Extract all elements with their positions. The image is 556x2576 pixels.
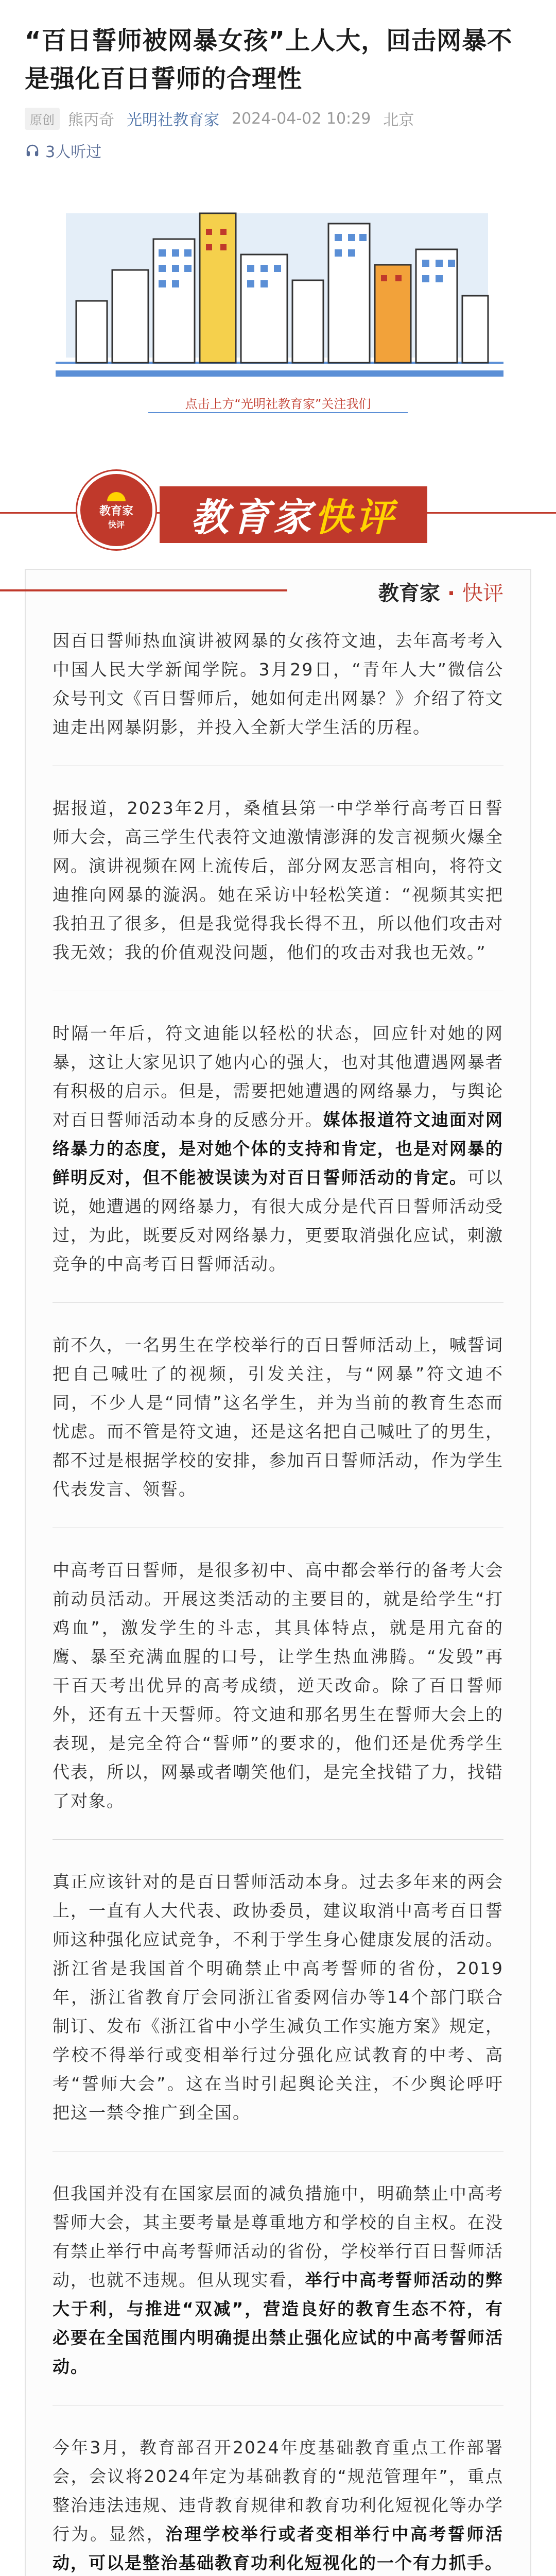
slogan-underline — [148, 412, 408, 413]
listen-count[interactable] — [0, 139, 556, 162]
column-logo — [77, 471, 155, 549]
article-body — [25, 569, 531, 2576]
listen-count-text: 3人听过 — [45, 143, 102, 161]
paragraph: 时隔一年后，符文迪能以轻松的状态，回应针对她的网暴，这让大家见识了她内心的强大，也对其他遭遇网暴者有积极的启示。但是，需要把她遭遇的网络暴力，与舆论对百日誓师活动本身的反感分开。媒体报道符文迪面对网络暴力的态度，是对她个体的支持和肯定，也是对网暴的鲜明反对，但不能被误读为对百日誓师活动的肯定。可以说，她遭遇的网络暴力，有很大成分是代百日誓师活动受过，为此，既要反对网络暴力，更要取消强化应试，刺激竞争的中高考百日誓师活动。 — [53, 1023, 504, 1274]
column-tag — [378, 577, 503, 606]
sun-icon — [105, 490, 128, 502]
divider — [53, 1302, 503, 1303]
paragraph: 因百日誓师热血演讲被网暴的女孩符文迪，去年高考考入中国人民大学新闻学院。3月29日，“青年人大”微信公众号刊文《百日誓师后，她如何走出网暴？》介绍了符文迪走出网暴阴影，并投入全新大学生活的历程。 — [53, 631, 503, 737]
article-content — [53, 626, 503, 2576]
paragraph: 中高考百日誓师，是很多初中、高中都会举行的备考大会前动员活动。开展这类活动的主要目的，就是给学生“打鸡血”，激发学生的斗志，其具体特点，就是用亢奋的鹰、暴至充满血腥的口号，让学生热血沸腾。“发毁”再干百天考出优异的高考成绩，逆天改命。除了百日誓师外，还有五十天誓师。符文迪和那名男生在誓师大会上的表现，是完全符合“誓师”的要求的，他们还是优秀学生代表，所以，网暴或者嘲笑他们，是完全找错了力，找错了对象。 — [53, 1560, 503, 1811]
banner-illustration — [25, 182, 531, 450]
logo-text-top: 教育家 — [99, 505, 133, 518]
paragraph: 前不久，一名男生在学校举行的百日誓师活动上，喊誓词把自己喊吐了的视频，引发关注，与“网暴”符文迪不同，不少人是“同情”这名学生，并为当前的教育生态而忧虑。而不管是符文迪，还是这名把自己喊吐了的男生，都不过是根据学校的安排，参加百日誓师活动，作为学生代表发言、领誓。 — [53, 1335, 503, 1499]
article-top-line — [0, 589, 287, 591]
paragraph: 真正应该针对的是百日誓师活动本身。过去多年来的两会上，一直有人大代表、政协委员，建议取消中高考百日誓师这种强化应试竞争，不利于学生身心健康发展的活动。浙江省是我国首个明确禁止中高考誓师的省份，2019年，浙江省教育厅会同浙江省委网信办等14个部门联合制订、发布《浙江省中小学生减负工作实施方案》规定，学校不得举行或变相举行过分强化应试教育的中考、高考“誓师大会”。这在当时引起舆论关注，不少舆论呼吁把这一禁令推广到全国。 — [53, 1872, 503, 2123]
follow-slogan: 点击上方“光明社教育家”关注我们 — [185, 397, 371, 411]
column-tag-label: 快评 — [462, 582, 503, 605]
publish-location: 北京 — [383, 111, 414, 129]
paragraph: 据报道，2023年2月，桑植县第一中学举行高考百日誓师大会，高三学生代表符文迪激情澎湃的发言视频火爆全网。演讲视频在网上流传后，部分网友恶言相向，将符文迪推向网暴的漩涡。她在采访中轻松笑道：“视频其实把我拍丑了很多，但是我觉得我长得不丑，所以他们攻击对我无效；我的价值观没问题，他们的攻击对我也无效。” — [53, 798, 503, 962]
author-name: 熊丙奇 — [68, 111, 114, 129]
divider — [53, 1839, 503, 1840]
column-header — [0, 461, 556, 569]
brand-accent: 快评 — [314, 496, 396, 540]
paragraph: 但我国并没有在国家层面的减负措施中，明确禁止中高考誓师大会，其主要考量是尊重地方和学校的自主权。在没有禁止举行中高考誓师活动的省份，学校举行百日誓师活动，也就不违规。但从现实看，举行中高考誓师活动的弊大于利，与推进“双减”，营造良好的教育生态不符，有必要在全国范围内明确提出禁止强化应试的中高考誓师活动。 — [53, 2183, 504, 2377]
account-link[interactable]: 光明社教育家 — [127, 111, 219, 129]
column-tag-name: 教育家 — [378, 582, 440, 605]
article-meta — [0, 107, 556, 130]
brand-main: 教育家 — [190, 496, 314, 540]
paragraph: 今年3月，教育部召开2024年度基础教育重点工作部署会，会议将2024年定为基础教育的“规范管理年”，重点整治违法违规、违背教育规律和教育功利化短视化等办学行为。显然，治理学校举行或者变相举行中高考誓师活动，可以是整治基础教育功利化短视化的一个有力抓手。 — [53, 2437, 504, 2573]
article-title: “百日誓师被网暴女孩”上人大，回击网暴不是强化百日誓师的合理性 — [25, 26, 513, 93]
publish-date: 2024-04-02 10:29 — [232, 109, 371, 128]
original-badge: 原创 — [25, 108, 60, 130]
column-tag-dot: · — [447, 582, 456, 605]
city-skyline-illustration — [56, 193, 503, 394]
headphone-icon — [25, 143, 40, 158]
logo-text-bottom: 快评 — [108, 520, 125, 530]
column-brand — [160, 486, 427, 543]
